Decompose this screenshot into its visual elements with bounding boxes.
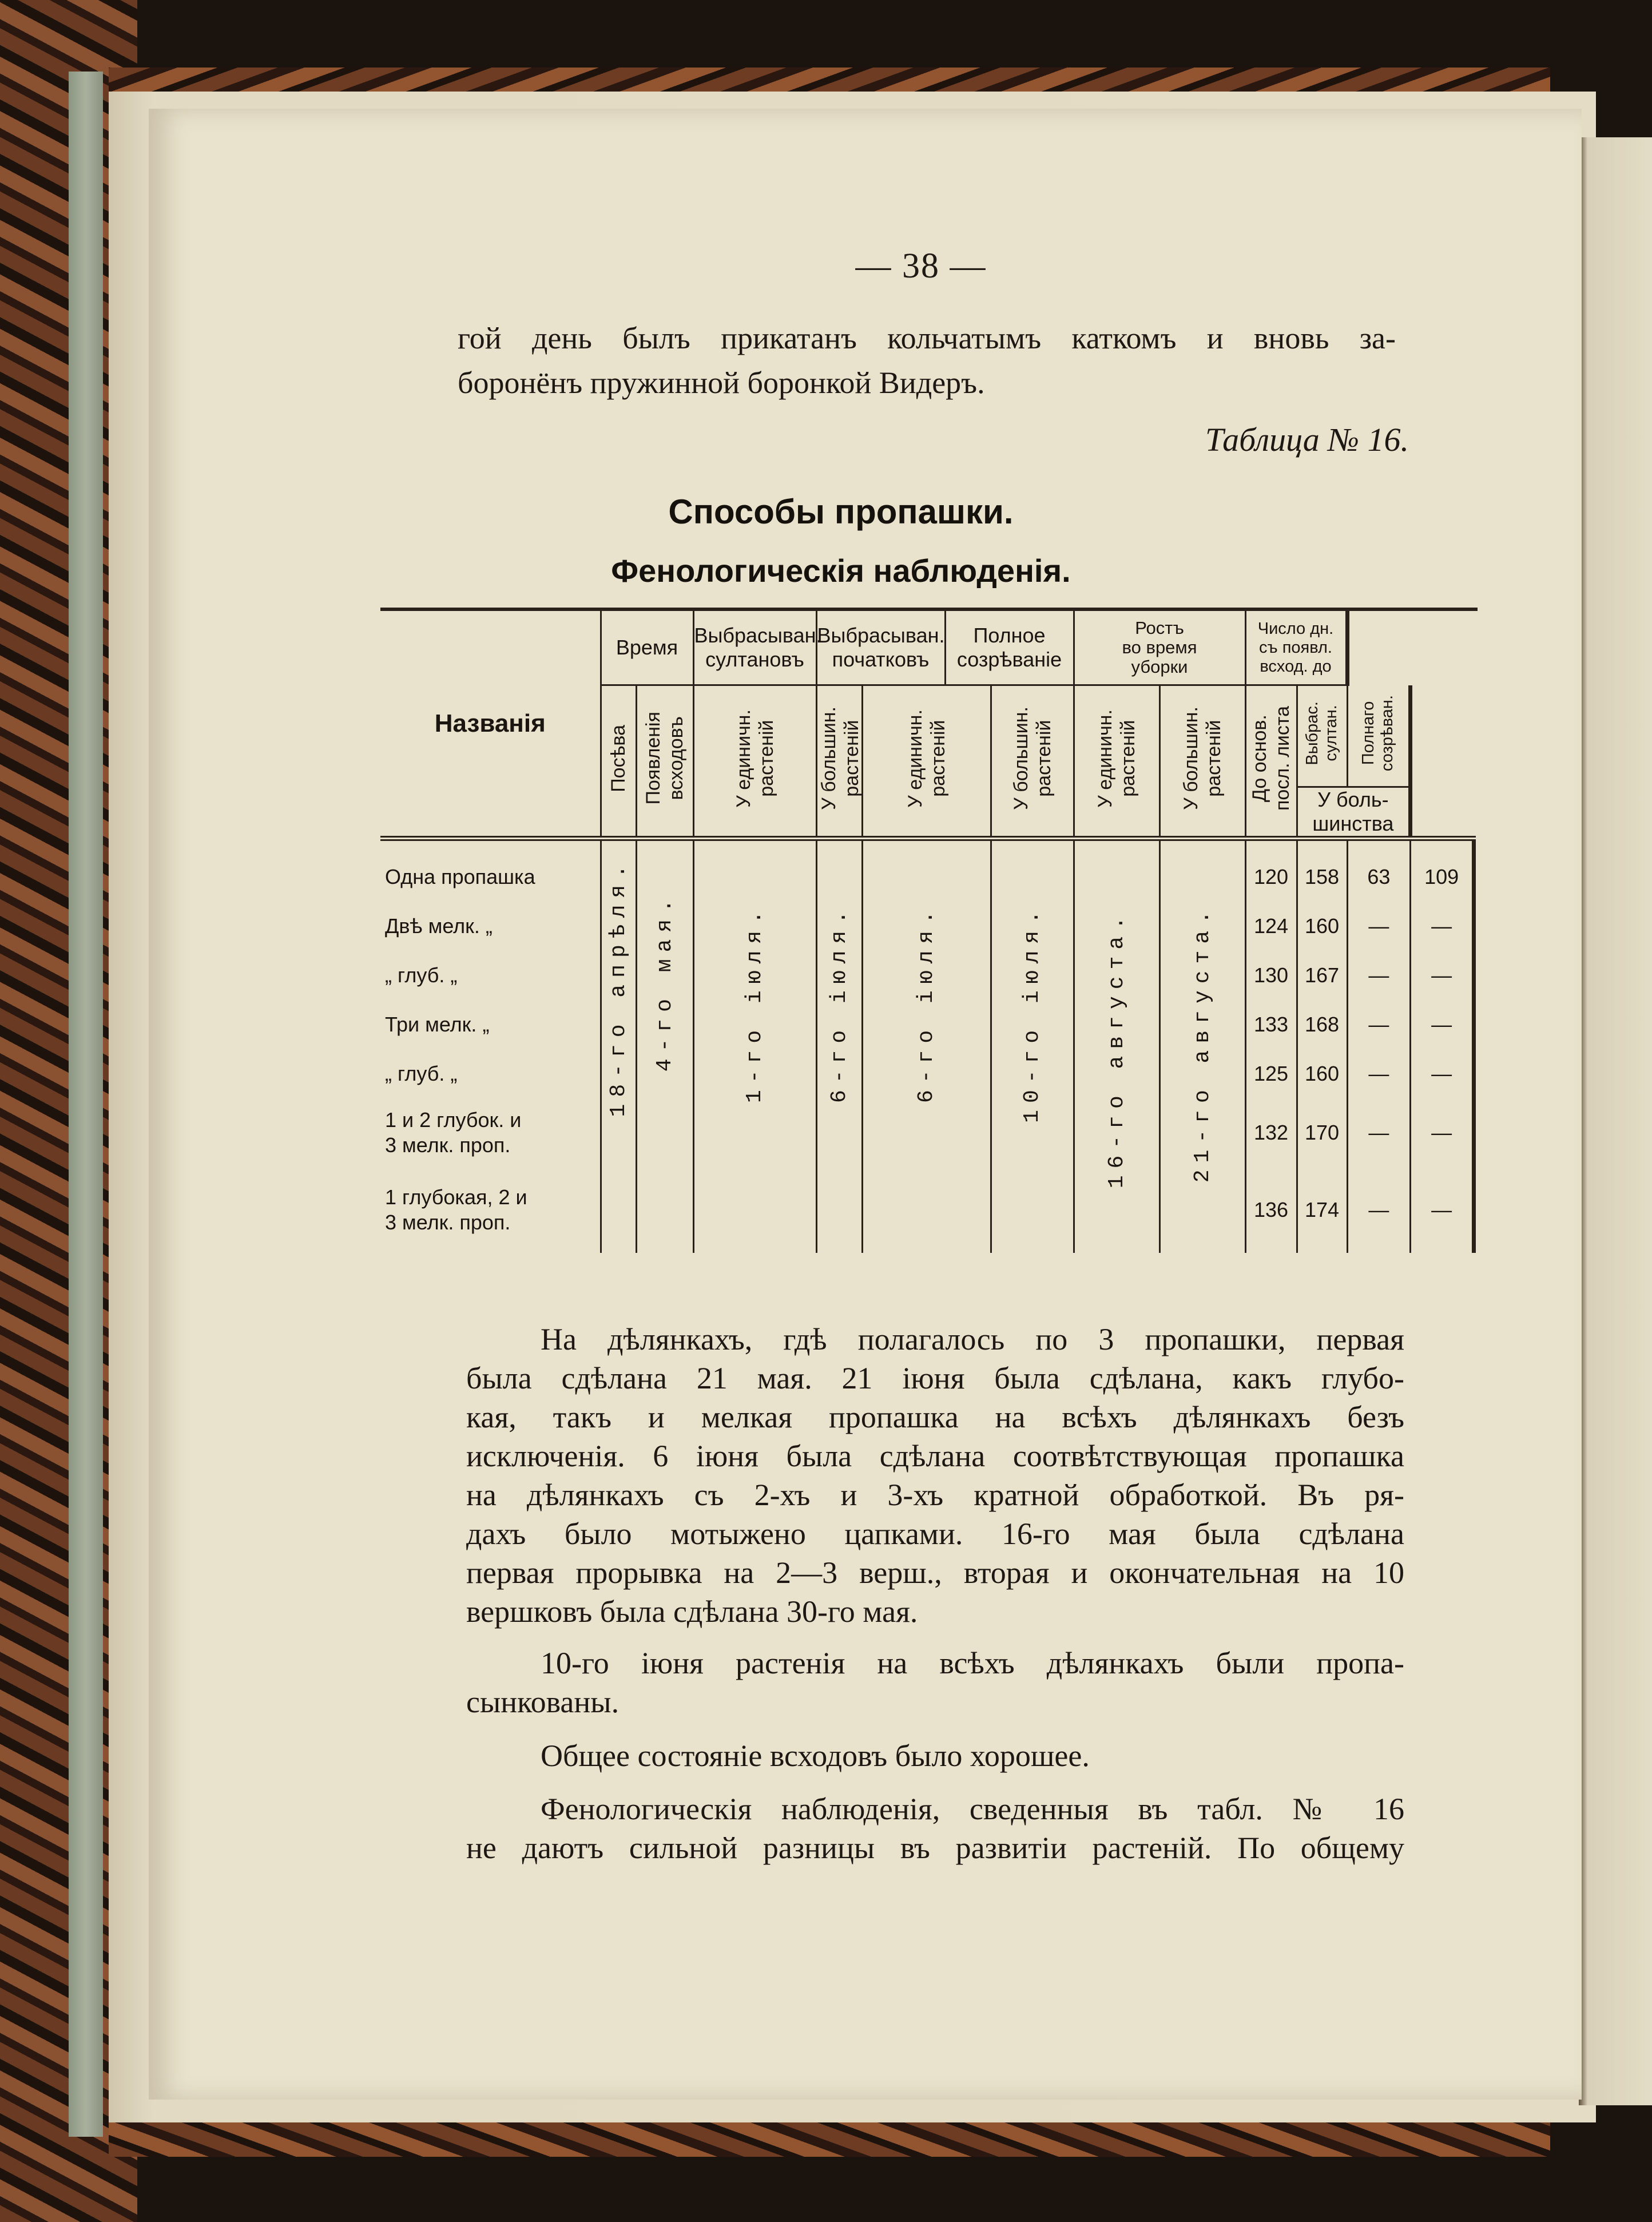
date-cob-most: 10-го іюля. [1020, 904, 1045, 1123]
date-sultan-most: 6-го іюля. [827, 904, 852, 1104]
para-3-line-1: Общее состояніе всходовъ было хорошее. [541, 1739, 1090, 1773]
row-5-d2: — [1411, 1049, 1474, 1098]
row-5-name: „ глуб. „ [385, 1062, 458, 1085]
para-2-line-1: 10-го іюня растенія на всѣхъ дѣлянкахъ были пропа- [541, 1646, 1404, 1680]
header-growth: Ростъ во время уборки [1074, 611, 1245, 685]
header-cobs: Выбрасыван. початковъ [816, 611, 945, 685]
para-2-line-2: сынкованы. [466, 1685, 620, 1719]
intro-line-1: гой день былъ прикатанъ кольчатымъ каткомъ и вновь за- [458, 321, 1396, 355]
header-sowing: Посѣва [607, 724, 629, 792]
date-ripe-most: 21-го августа. [1190, 904, 1215, 1183]
row-4-d2: — [1411, 1000, 1474, 1049]
row-4-d1: — [1347, 1000, 1411, 1049]
header-days: Число дн. съ появл. всход. до [1245, 611, 1347, 685]
header-sultan-most: У большин. растеній [817, 707, 863, 810]
para-1-line-8: вершковъ была сдѣлана 30-го мая. [466, 1594, 918, 1629]
para-4-line-1: Фенологическія наблюденія, сведенныя въ табл. № 16 [541, 1792, 1404, 1826]
row-3-d2: — [1411, 951, 1474, 1000]
para-1-line-5: на дѣлянкахъ съ 2-хъ и 3-хъ кратной обработкой. Въ ря- [466, 1478, 1404, 1512]
row-3-tip: 167 [1297, 951, 1347, 1000]
row-7-d2: — [1411, 1167, 1474, 1253]
header-to-base: До основ. посл. листа [1249, 706, 1294, 811]
para-1-line-7: первая прорывка на 2—3 верш., вторая и окончательная на 10 [466, 1556, 1404, 1590]
header-d-ripe: Полнаго созрѣван. [1359, 695, 1397, 771]
table-subtitle: Фенологическія наблюденія. [611, 553, 1071, 589]
table-caption: Таблица № 16. [1205, 421, 1409, 458]
para-1-line-3: кая, такъ и мелкая пропашка на всѣхъ дѣлянкахъ безъ [466, 1400, 1404, 1434]
header-cob-single: У единичн. растеній [904, 709, 949, 808]
row-1-base: 120 [1245, 839, 1297, 902]
para-4-line-2: не даютъ сильной разницы въ развитіи растеній. По общему [466, 1831, 1404, 1865]
row-1-name: Одна пропашка [385, 865, 535, 888]
book-spine-cloth [69, 72, 103, 2137]
row-5-d1: — [1347, 1049, 1411, 1098]
row-1-d1: 63 [1347, 839, 1411, 902]
row-7-tip: 174 [1297, 1167, 1347, 1253]
row-2-d1: — [1347, 902, 1411, 951]
para-1-line-6: дахъ было мотыжено цапками. 16-го мая была сдѣлана [466, 1517, 1404, 1551]
row-4-base: 133 [1245, 1000, 1297, 1049]
row-3-d1: — [1347, 951, 1411, 1000]
row-6-base: 132 [1245, 1098, 1297, 1167]
row-6-tip: 170 [1297, 1098, 1347, 1167]
date-ripe-single: 16-го августа. [1104, 910, 1129, 1189]
header-names: Названія [380, 611, 601, 839]
row-3-base: 130 [1245, 951, 1297, 1000]
date-cob-single: 6-го іюля. [914, 904, 939, 1104]
header-emergence: Появленія всходовъ [642, 712, 687, 805]
header-cob-most: У большин. растеній [1010, 707, 1055, 810]
row-2-tip: 160 [1297, 902, 1347, 951]
header-majority: У боль- шинства [1297, 787, 1411, 839]
header-ripe-single: У единичн. растеній [1094, 709, 1139, 808]
row-6-name: 1 и 2 глубок. и 3 мелк. проп. [385, 1108, 522, 1157]
header-time: Время [601, 611, 693, 685]
row-2-d2: — [1411, 902, 1474, 951]
para-1-line-1: На дѣлянкахъ, гдѣ полагалось по 3 пропашки, первая [541, 1322, 1404, 1356]
row-6-d1: — [1347, 1098, 1411, 1167]
row-1-d2: 109 [1411, 839, 1474, 902]
header-sultans: Выбрасыван. султановъ [693, 611, 816, 685]
row-7-name: 1 глубокая, 2 и 3 мелк. проп. [385, 1185, 527, 1234]
row-1-tip: 158 [1297, 839, 1347, 902]
header-d-sultan: Выбрас. султан. [1303, 701, 1341, 765]
row-4-name: Три мелк. „ [385, 1013, 490, 1036]
row-2-base: 124 [1245, 902, 1297, 951]
date-sowing: 18-го апрѣля. [606, 858, 631, 1117]
row-7-d1: — [1347, 1167, 1411, 1253]
row-5-tip: 160 [1297, 1049, 1347, 1098]
page-number: — 38 — [855, 247, 987, 285]
para-1-line-4: исключенія. 6 іюня была сдѣлана соотвѣтствующая пропашка [466, 1439, 1404, 1473]
row-5-base: 125 [1245, 1049, 1297, 1098]
header-ripe: Полное созрѣваніе [945, 611, 1074, 685]
header-sultan-single: У единичн. растеній [732, 709, 777, 808]
intro-line-2: боронёнъ пружинной боронкой Видеръ. [458, 366, 985, 400]
date-sultan-single: 1-го іюля. [742, 904, 767, 1104]
facing-page-edge [1579, 137, 1652, 2105]
row-4-tip: 168 [1297, 1000, 1347, 1049]
row-3-name: „ глуб. „ [385, 963, 458, 987]
para-1-line-2: была сдѣлана 21 мая. 21 іюня была сдѣлана, какъ глубо- [466, 1361, 1404, 1395]
row-6-d2: — [1411, 1098, 1474, 1167]
row-2-name: Двѣ мелк. „ [385, 914, 493, 938]
row-7-base: 136 [1245, 1167, 1297, 1253]
table-title: Способы пропашки. [668, 493, 1014, 531]
date-emergence: 4-го мая. [652, 892, 677, 1072]
header-ripe-most: У большин. растеній [1180, 707, 1225, 810]
phenology-table [380, 611, 1476, 1253]
